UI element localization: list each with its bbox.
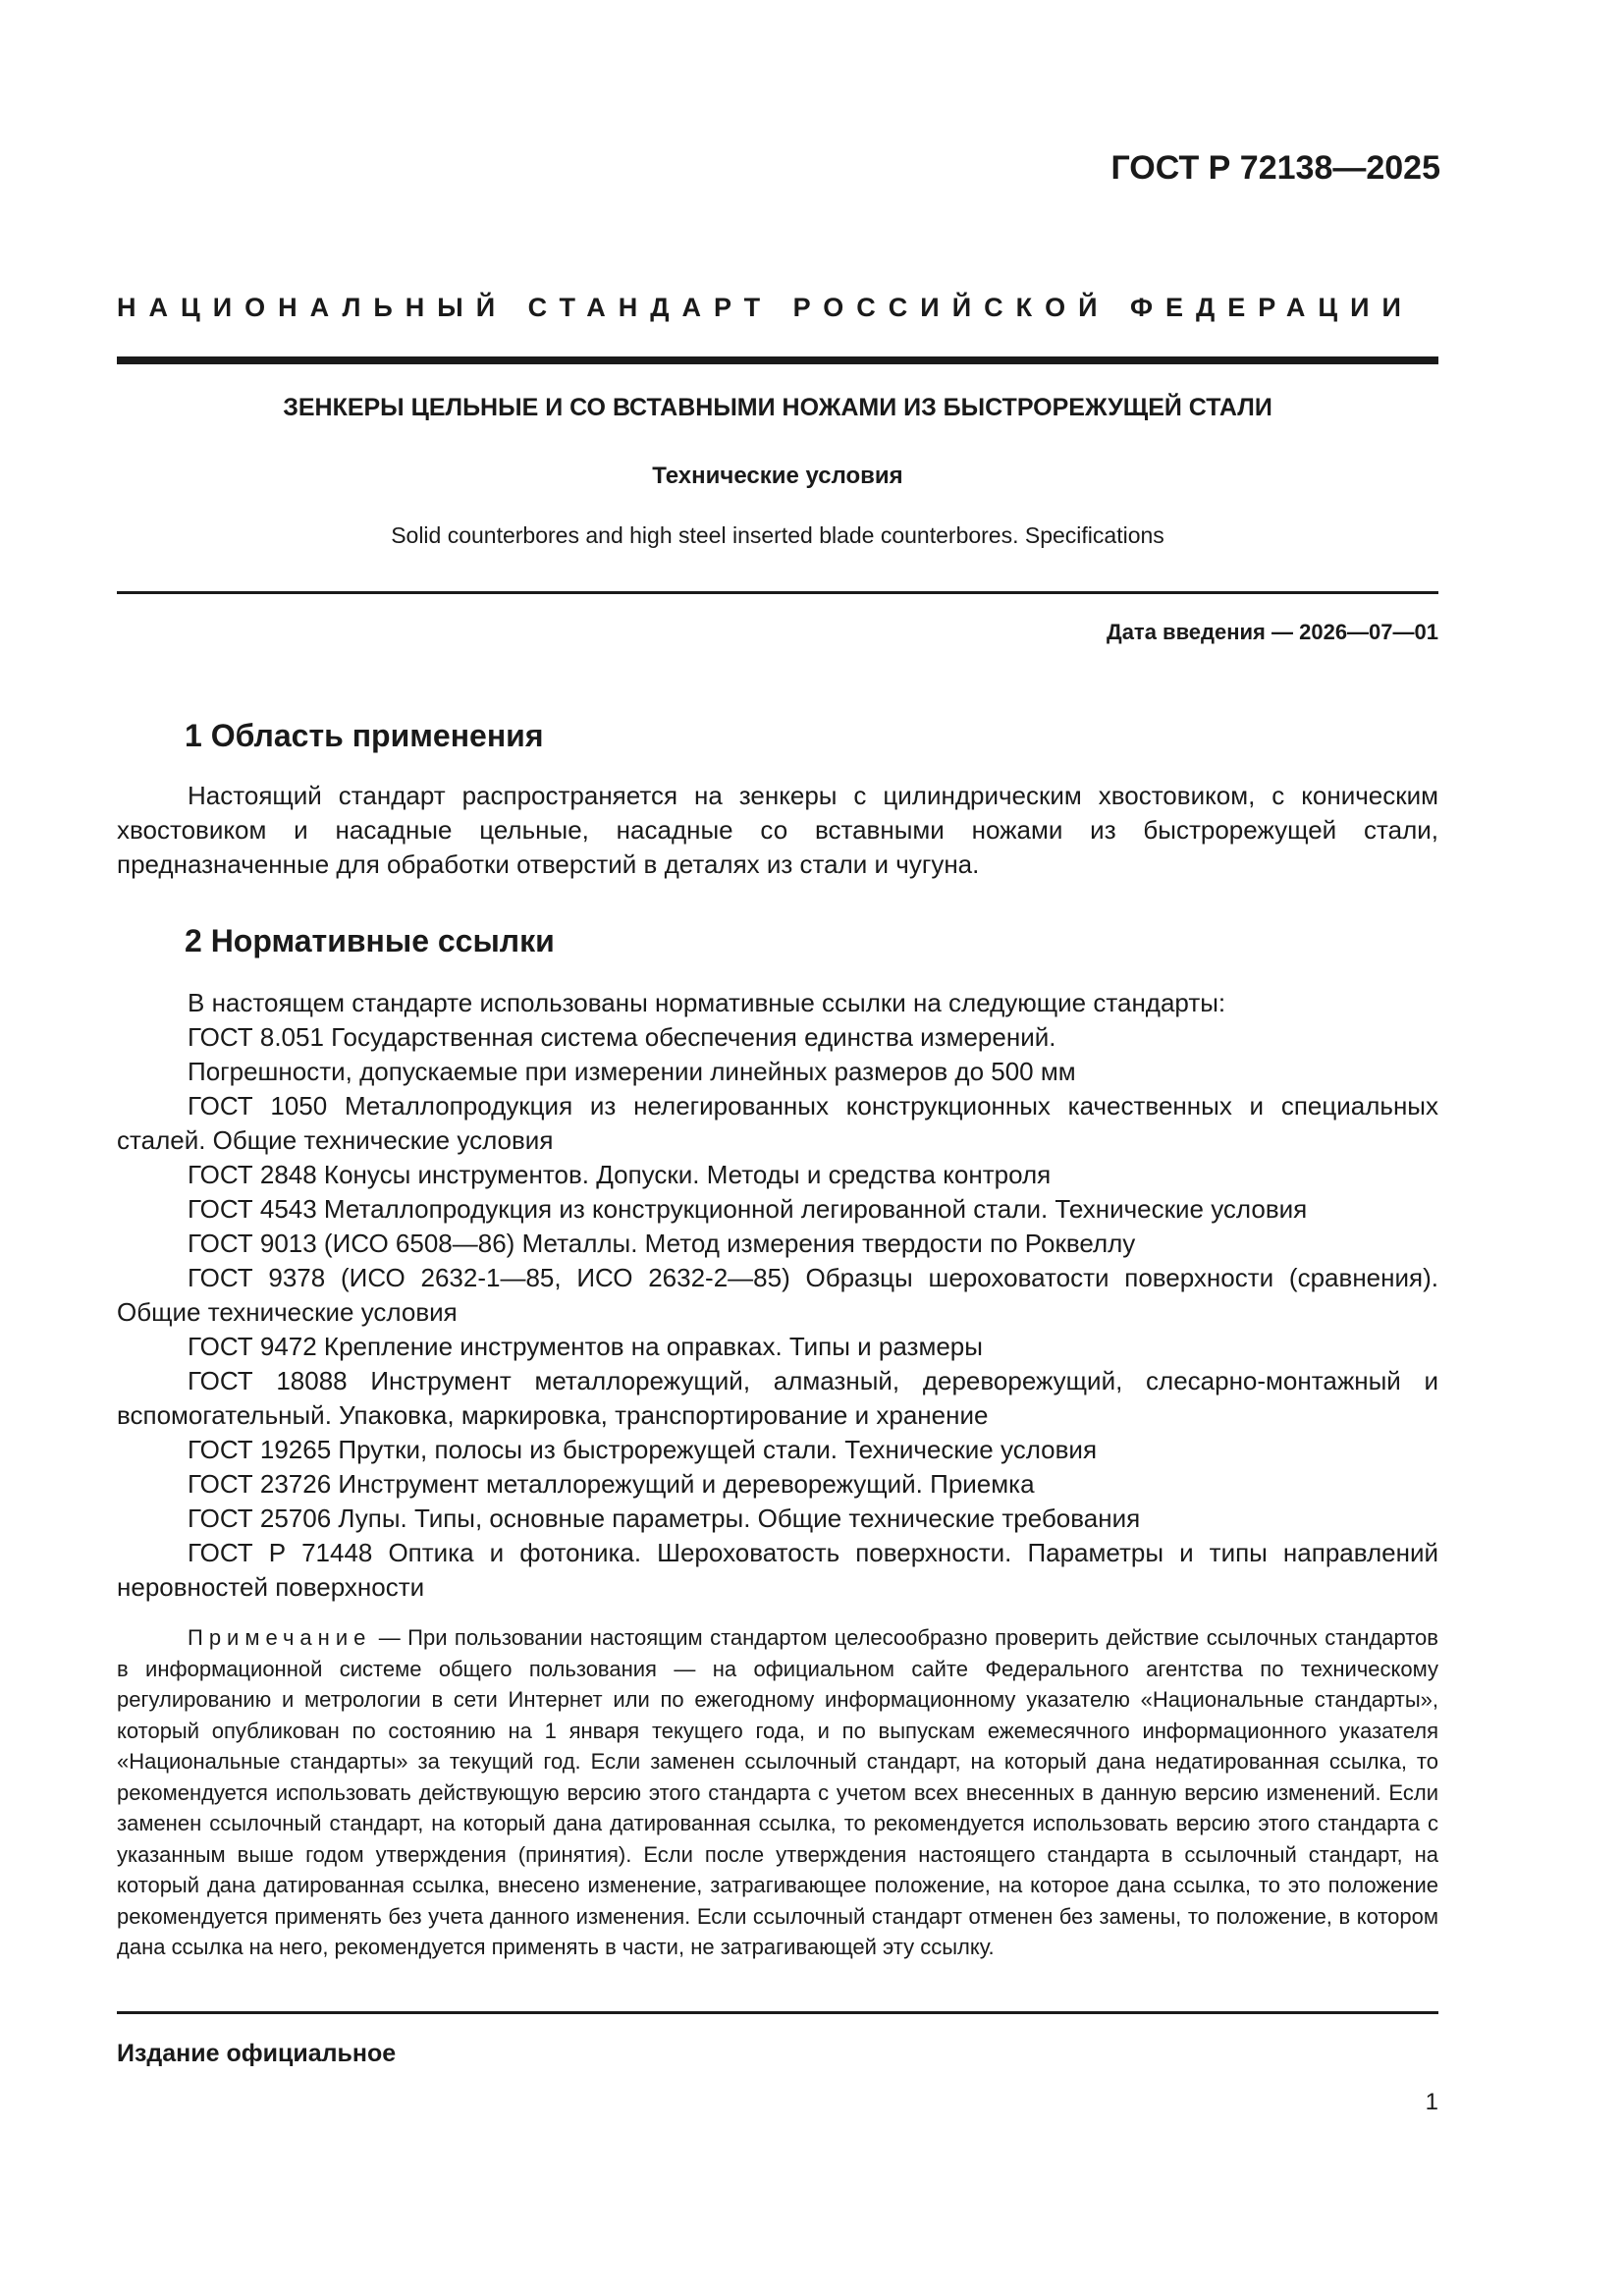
introduction-date: Дата введения — 2026—07—01 [1107, 620, 1438, 644]
reference-item: ГОСТ 18088 Инструмент металлорежущий, алмазный, дереворежущий, слесарно-монтажный и вспомогательный. Упаковка, маркировка, транспортирование и хранение [117, 1366, 1438, 1430]
header-divider [117, 356, 1438, 364]
reference-item: ГОСТ 23726 Инструмент металлорежущий и дереворежущий. Приемка [188, 1469, 1035, 1499]
reference-intro: В настоящем стандарте использованы нормативные ссылки на следующие стандарты: [188, 988, 1226, 1017]
section-1-heading: 1 Область применения [185, 718, 544, 753]
footer-divider [117, 2011, 1438, 2014]
reference-item: ГОСТ Р 71448 Оптика и фотоника. Шероховатость поверхности. Параметры и типы направлений неровностей поверхности [117, 1538, 1438, 1602]
reference-item: ГОСТ 9472 Крепление инструментов на оправках. Типы и размеры [188, 1332, 983, 1361]
reference-item: ГОСТ 4543 Металлопродукция из конструкционной легированной стали. Технические условия [188, 1194, 1308, 1224]
edition-label: Издание официальное [117, 2040, 397, 2067]
title-divider [117, 591, 1438, 594]
reference-item: ГОСТ 19265 Прутки, полосы из быстрорежущей стали. Технические условия [188, 1435, 1098, 1464]
section-1-paragraph: Настоящий стандарт распространяется на зенкеры с цилиндрическим хвостовиком, с коническим хвостовиком и насадные цельные, насадные со вставными ножами из быстрорежущей стали, предназначенные для обработки отверстий в деталях из стали и чугуна. [117, 781, 1438, 879]
reference-item: ГОСТ 9013 (ИСО 6508—86) Металлы. Метод измерения твердости по Роквеллу [188, 1229, 1136, 1258]
document-title-english: Solid counterbores and high steel inserted blade counterbores. Specifications [391, 522, 1164, 548]
section-1-body [117, 779, 1438, 882]
document-subtitle: Технические условия [652, 463, 903, 489]
note-text: — При пользовании настоящим стандартом целесообразно проверить действие ссылочных стандартов в информационной системе общего пользования — на официальном сайте Федерального агентства по техническому регулированию и метрологии в сети Интернет или по ежегодному информационному указателю «Национальные стандарты», который опубликован по состоянию на 1 января текущего года, и по выпускам ежемесячного информационного указателя «Национальные стандарты» за текущий год. Если заменен ссылочный стандарт, на который дана недатированная ссылка, то рекомендуется использовать действующую версию этого стандарта с учетом всех внесенных в данную версию изменений. Если заменен ссылочный стандарт, на который дана датированная ссылка, то рекомендуется использовать версию этого стандарта с указанным выше годом утверждения (принятия). Если после утверждения настоящего стандарта в ссылочный стандарт, на который дана датированная ссылка, внесено изменение, затрагивающее положение, на которое дана ссылка, то это положение рекомендуется применять без учета данного изменения. Если ссылочный стандарт отменен без замены, то положение, в котором дана ссылка на него, рекомендуется применять в части, не затрагивающей эту ссылку. [117, 1625, 1438, 1959]
reference-item: ГОСТ 25706 Лупы. Типы, основные параметры. Общие технические требования [188, 1503, 1141, 1533]
note-label: Примечание [188, 1625, 372, 1650]
reference-item: Погрешности, допускаемые при измерении линейных размеров до 500 мм [188, 1057, 1076, 1086]
reference-item: ГОСТ 2848 Конусы инструментов. Допуски. Методы и средства контроля [188, 1160, 1052, 1189]
reference-item: ГОСТ 8.051 Государственная система обеспечения единства измерений. [188, 1022, 1056, 1052]
page-number: 1 [1425, 2089, 1438, 2115]
document-number: ГОСТ Р 72138—2025 [1110, 149, 1440, 187]
section-2-references [117, 986, 1438, 1605]
reference-item: ГОСТ 1050 Металлопродукция из нелегированных конструкционных качественных и специальных сталей. Общие технические условия [117, 1091, 1438, 1155]
document-title: ЗЕНКЕРЫ ЦЕЛЬНЫЕ И СО ВСТАВНЫМИ НОЖАМИ ИЗ БЫСТРОРЕЖУЩЕЙ СТАЛИ [283, 394, 1272, 421]
reference-item: ГОСТ 9378 (ИСО 2632-1—85, ИСО 2632-2—85) Образцы шероховатости поверхности (сравнения). Общие технические условия [117, 1263, 1438, 1327]
section-2-heading: 2 Нормативные ссылки [185, 923, 555, 958]
national-standard-heading: НАЦИОНАЛЬНЫЙ СТАНДАРТ РОССИЙСКОЙ ФЕДЕРАЦИИ [117, 293, 1414, 322]
note-paragraph [117, 1622, 1438, 1963]
